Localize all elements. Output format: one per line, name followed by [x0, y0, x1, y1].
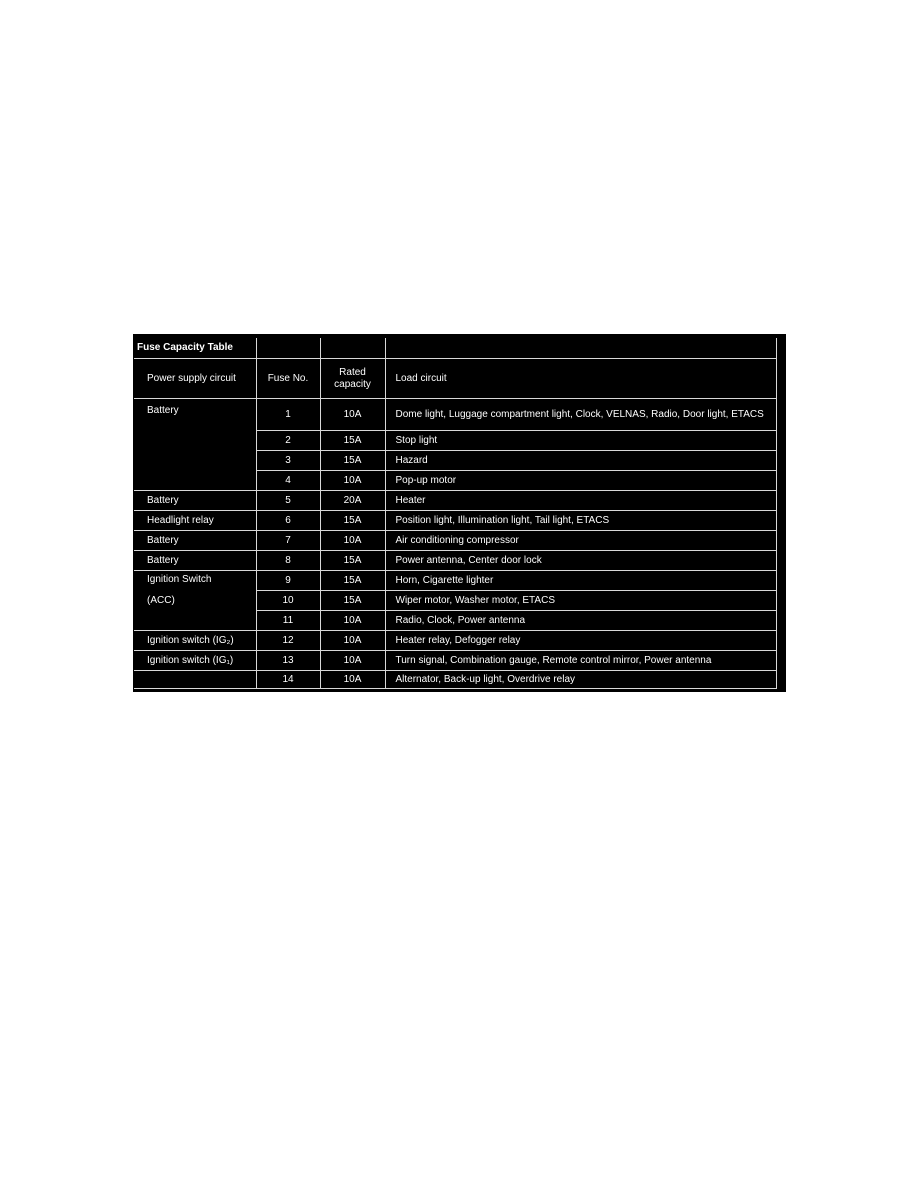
supply-ignition-acc: Ignition Switch (ACC)	[134, 571, 256, 631]
fuse-number: 10	[256, 591, 320, 611]
table-title: Fuse Capacity Table	[134, 338, 256, 359]
table-row	[134, 551, 776, 571]
supply-battery: Battery	[134, 399, 256, 491]
supply-ignition-ig1: Ignition switch (IG₁)	[134, 651, 256, 671]
fuse-number: 14	[256, 671, 320, 689]
rated-capacity: 10A	[320, 531, 385, 551]
table-row	[134, 399, 776, 431]
rated-capacity: 15A	[320, 571, 385, 591]
table-row	[134, 571, 776, 591]
load-circuit: Wiper motor, Washer motor, ETACS	[385, 591, 776, 611]
load-circuit: Pop-up motor	[385, 471, 776, 491]
load-circuit: Heater relay, Defogger relay	[385, 631, 776, 651]
load-circuit: Heater	[385, 491, 776, 511]
rated-capacity: 10A	[320, 651, 385, 671]
header-load-circuit: Load circuit	[385, 359, 776, 399]
rated-capacity: 15A	[320, 451, 385, 471]
load-circuit: Radio, Clock, Power antenna	[385, 611, 776, 631]
table-row	[134, 631, 776, 651]
rated-capacity: 10A	[320, 471, 385, 491]
rated-capacity: 10A	[320, 631, 385, 651]
load-circuit: Power antenna, Center door lock	[385, 551, 776, 571]
load-circuit: Dome light, Luggage compartment light, Clock, VELNAS, Radio, Door light, ETACS	[385, 399, 776, 431]
fuse-number: 2	[256, 431, 320, 451]
table-row	[134, 651, 776, 671]
rated-capacity: 15A	[320, 551, 385, 571]
fuse-number: 11	[256, 611, 320, 631]
fuse-number: 8	[256, 551, 320, 571]
table-row	[134, 671, 776, 689]
header-power-supply: Power supply circuit	[134, 359, 256, 399]
fuse-capacity-figure	[133, 334, 786, 692]
header-rated-capacity: Rated capacity	[320, 359, 385, 399]
supply-empty	[134, 671, 256, 689]
load-circuit: Air conditioning compressor	[385, 531, 776, 551]
table-row	[134, 511, 776, 531]
rated-capacity: 10A	[320, 399, 385, 431]
fuse-number: 7	[256, 531, 320, 551]
load-circuit: Horn, Cigarette lighter	[385, 571, 776, 591]
fuse-capacity-table	[134, 338, 777, 689]
fuse-number: 6	[256, 511, 320, 531]
fuse-number: 1	[256, 399, 320, 431]
fuse-number: 3	[256, 451, 320, 471]
rated-capacity: 15A	[320, 591, 385, 611]
fuse-number: 12	[256, 631, 320, 651]
supply-battery: Battery	[134, 491, 256, 511]
rated-capacity: 10A	[320, 671, 385, 689]
load-circuit: Stop light	[385, 431, 776, 451]
rated-capacity: 15A	[320, 431, 385, 451]
rated-capacity: 20A	[320, 491, 385, 511]
load-circuit: Alternator, Back-up light, Overdrive relay	[385, 671, 776, 689]
header-row	[134, 359, 776, 399]
fuse-number: 4	[256, 471, 320, 491]
table-row	[134, 491, 776, 511]
header-fuse-no: Fuse No.	[256, 359, 320, 399]
rated-capacity: 10A	[320, 611, 385, 631]
fuse-number: 5	[256, 491, 320, 511]
supply-battery: Battery	[134, 531, 256, 551]
supply-ignition-ig2: Ignition switch (IG₂)	[134, 631, 256, 651]
table-title-row	[134, 338, 776, 359]
rated-capacity: 15A	[320, 511, 385, 531]
load-circuit: Turn signal, Combination gauge, Remote control mirror, Power antenna	[385, 651, 776, 671]
supply-headlight-relay: Headlight relay	[134, 511, 256, 531]
supply-battery: Battery	[134, 551, 256, 571]
fuse-number: 9	[256, 571, 320, 591]
load-circuit: Hazard	[385, 451, 776, 471]
table-row	[134, 531, 776, 551]
load-circuit: Position light, Illumination light, Tail light, ETACS	[385, 511, 776, 531]
fuse-number: 13	[256, 651, 320, 671]
